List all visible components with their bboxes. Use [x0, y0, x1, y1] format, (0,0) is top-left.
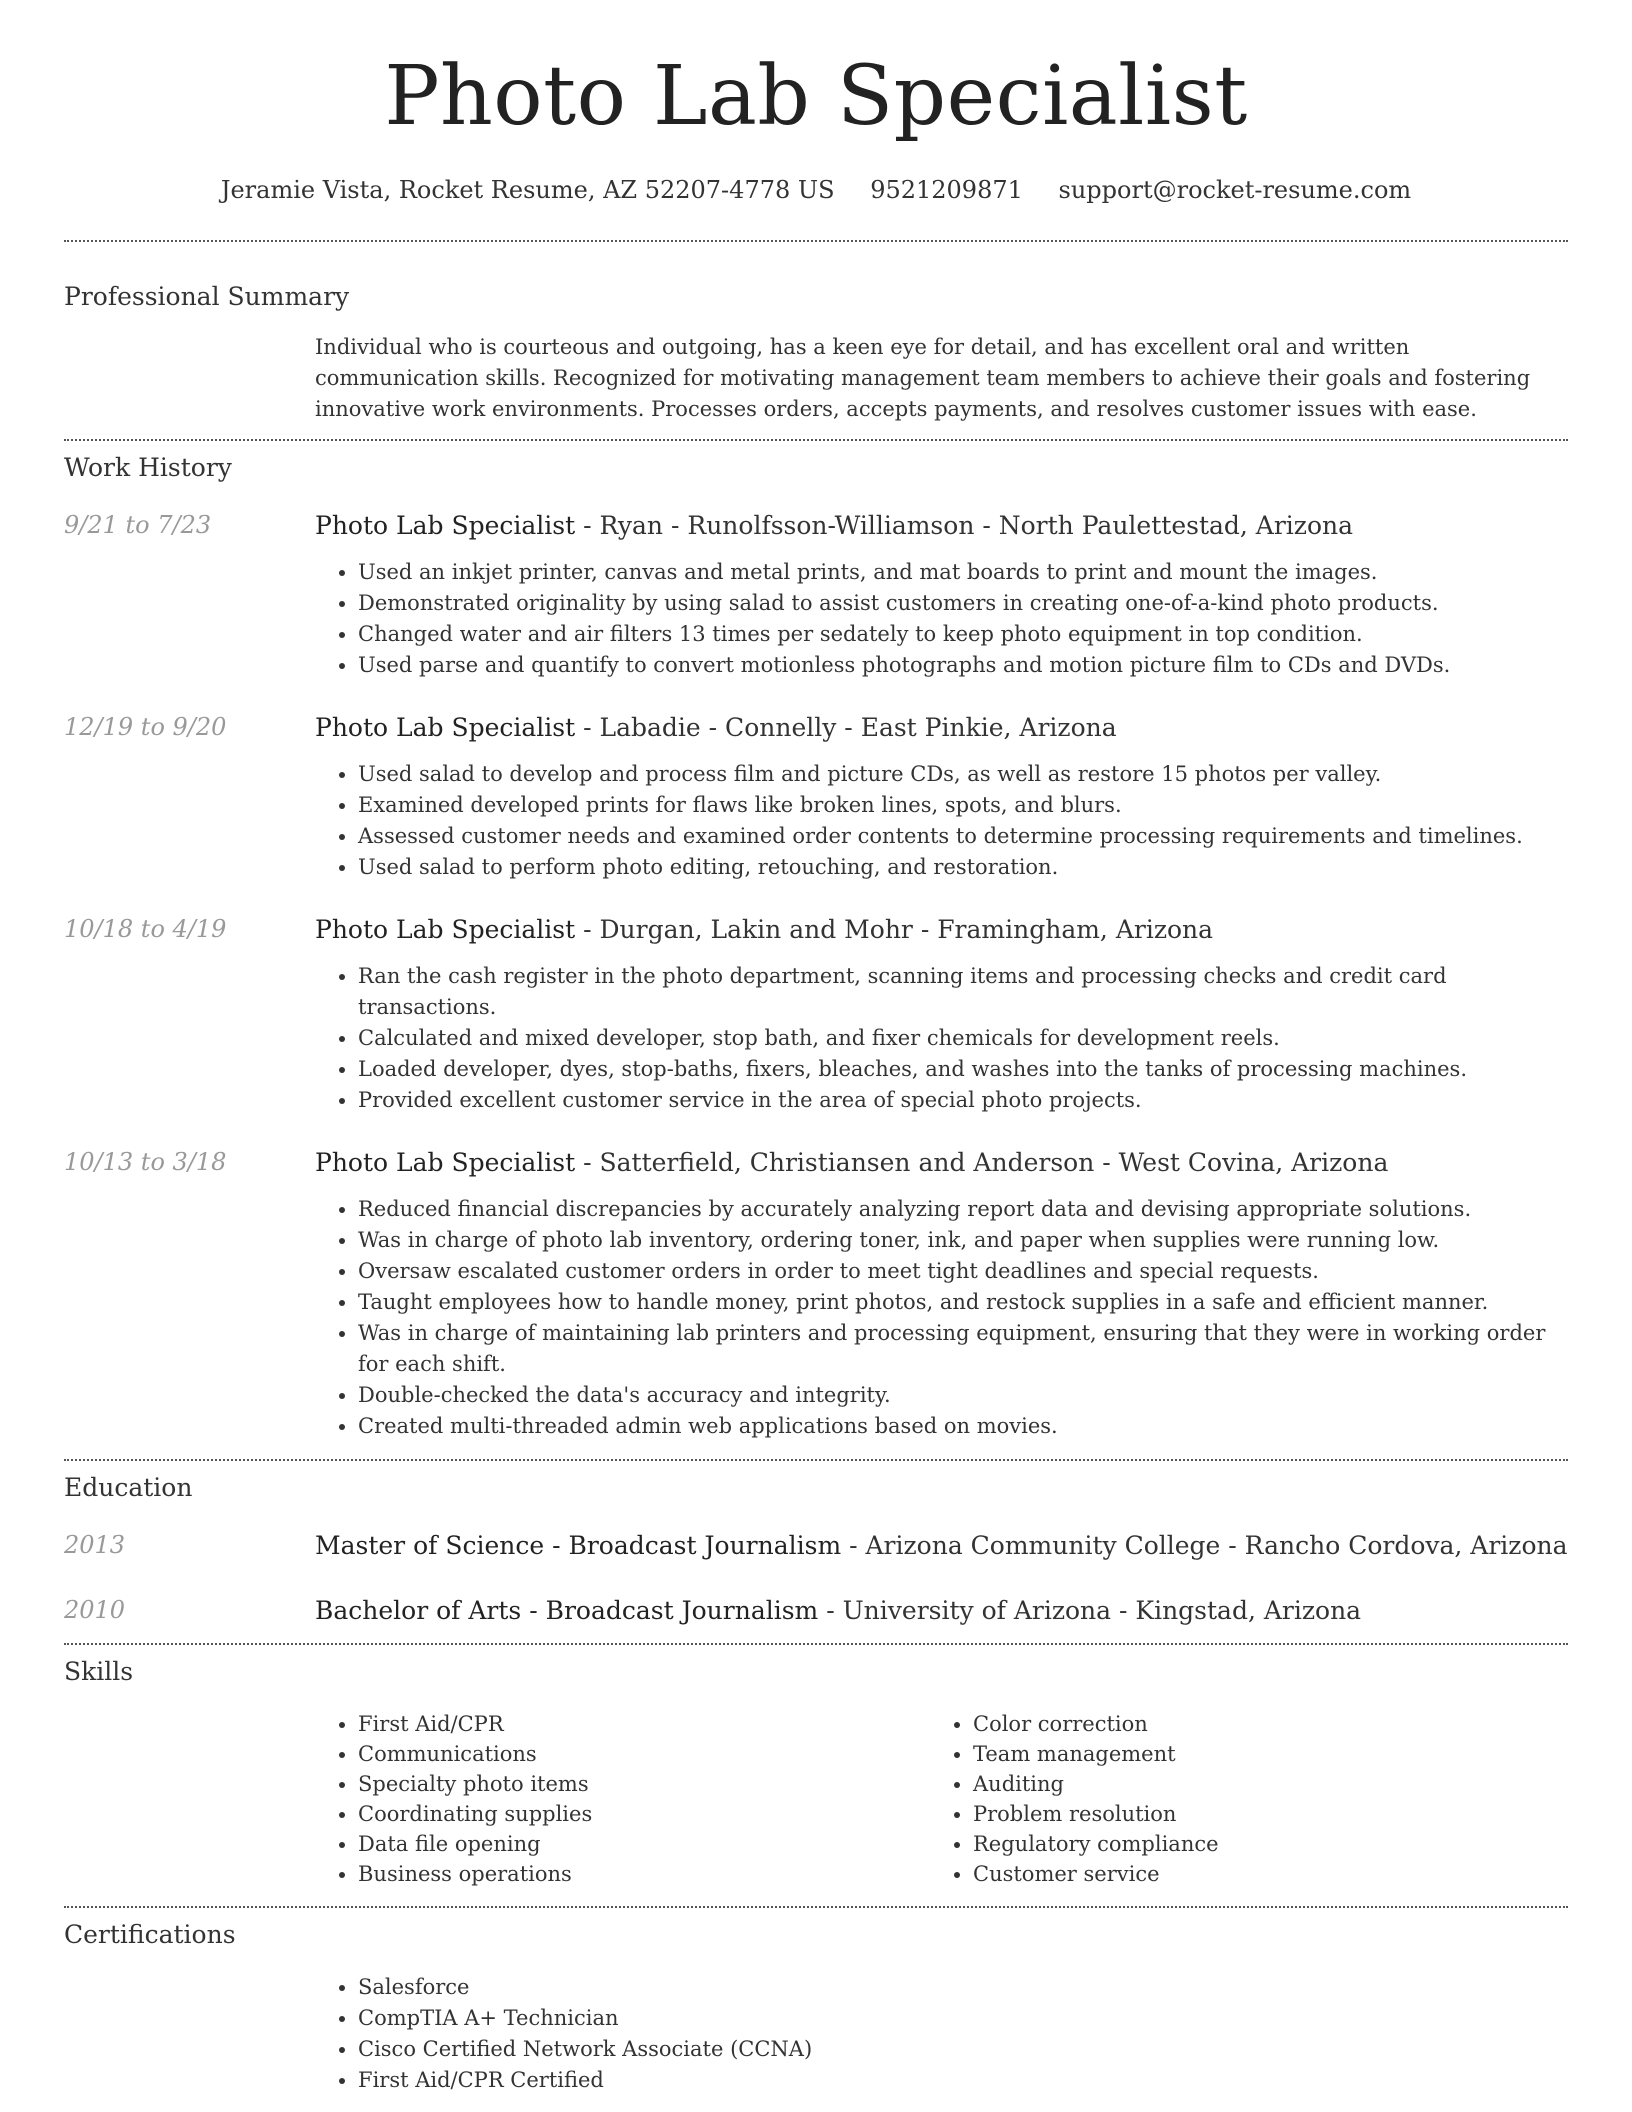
contact-address: Jeramie Vista, Rocket Resume, AZ 52207-4778 US: [220, 176, 835, 205]
job-heading: [315, 915, 1632, 944]
certification-item: • First Aid/CPR Certified: [358, 2065, 1568, 2096]
skill-item: • Team management: [973, 1739, 1473, 1769]
list-item: • Created multi-threaded admin web applications based on movies.: [358, 1411, 1568, 1442]
summary-heading: Professional Summary: [64, 282, 350, 312]
list-item: • Ran the cash register in the photo department, scanning items and processing checks and credit card transactions.: [358, 961, 1568, 1023]
contact-email: support@rocket-resume.com: [1058, 176, 1412, 205]
job-employer: - Durgan, Lakin and Mohr - Framingham, Arizona: [575, 915, 1214, 945]
section-divider: [64, 1643, 1568, 1645]
skill-item: • Auditing: [973, 1769, 1473, 1799]
job-employer: - Labadie - Connelly - East Pinkie, Arizona: [575, 713, 1117, 743]
job-bullets: [358, 961, 1568, 1116]
list-item: • Was in charge of maintaining lab printers and processing equipment, ensuring that they were in working order for each shift.: [358, 1318, 1568, 1380]
job-dates: 9/21 to 7/23: [64, 511, 212, 540]
list-item: • Examined developed prints for flaws like broken lines, spots, and blurs.: [358, 790, 1568, 821]
job-entry: [0, 1148, 1632, 1442]
job-employer: - Ryan - Runolfsson-Williamson - North Paulettestad, Arizona: [575, 511, 1354, 541]
education-heading: [315, 1531, 1632, 1560]
job-dates: 10/18 to 4/19: [64, 915, 227, 944]
skill-item: • Communications: [358, 1739, 930, 1769]
skills-list: [315, 1709, 1632, 1889]
education-degree: Master of Science - Broadcast Journalism: [315, 1531, 842, 1561]
contact-phone: 9521209871: [870, 176, 1023, 205]
education-school: - University of Arizona - Kingstad, Arizona: [818, 1596, 1362, 1626]
summary-text: Individual who is courteous and outgoing, has a keen eye for detail, and has excellent oral and written communication skills. Recognized for motivating management team members to achieve their goals and fostering innovative work environments. Processes orders, accepts payments, and resolves customer issues with ease.: [315, 335, 1531, 422]
job-entry: [0, 915, 1632, 1116]
education-year: 2013: [64, 1531, 126, 1560]
list-item: • Assessed customer needs and examined order contents to determine processing requirements and timelines.: [358, 821, 1568, 852]
certifications-list: [358, 1972, 1568, 2096]
list-item: • Used parse and quantify to convert motionless photographs and motion picture film to CDs and DVDs.: [358, 650, 1568, 681]
education-heading: Education: [64, 1473, 193, 1503]
section-divider: [64, 1459, 1568, 1461]
job-entry: [0, 713, 1632, 883]
job-bullets: [358, 557, 1568, 681]
job-role: Photo Lab Specialist: [315, 1148, 576, 1178]
skill-item: • Customer service: [973, 1859, 1473, 1889]
list-item: • Changed water and air filters 13 times per sedately to keep photo equipment in top condition.: [358, 619, 1568, 650]
list-item: • Taught employees how to handle money, print photos, and restock supplies in a safe and efficient manner.: [358, 1287, 1568, 1318]
certifications-heading: Certifications: [64, 1920, 236, 1950]
skill-item: • First Aid/CPR: [358, 1709, 930, 1739]
job-dates: 12/19 to 9/20: [64, 713, 227, 742]
job-heading: [315, 511, 1632, 540]
skill-item: • Regulatory compliance: [973, 1829, 1473, 1859]
certification-item: • CompTIA A+ Technician: [358, 2003, 1568, 2034]
skills-heading: Skills: [64, 1657, 134, 1687]
education-heading: [315, 1596, 1632, 1625]
section-divider: [64, 240, 1568, 242]
skills-column-1: [315, 1709, 930, 1889]
skill-item: • Specialty photo items: [358, 1769, 930, 1799]
job-bullets: [358, 759, 1568, 883]
education-year: 2010: [64, 1596, 126, 1625]
job-role: Photo Lab Specialist: [315, 511, 576, 541]
job-entry: [0, 511, 1632, 681]
skill-item: • Data file opening: [358, 1829, 930, 1859]
list-item: • Was in charge of photo lab inventory, ordering toner, ink, and paper when supplies were running low.: [358, 1225, 1568, 1256]
list-item: • Double-checked the data's accuracy and integrity.: [358, 1380, 1568, 1411]
skill-item: • Color correction: [973, 1709, 1473, 1739]
job-heading: [315, 1148, 1632, 1177]
job-dates: 10/13 to 3/18: [64, 1148, 227, 1177]
skills-column-2: [930, 1709, 1473, 1889]
list-item: • Provided excellent customer service in the area of special photo projects.: [358, 1085, 1568, 1116]
job-employer: - Satterfield, Christiansen and Anderson - West Covina, Arizona: [575, 1148, 1389, 1178]
job-role: Photo Lab Specialist: [315, 713, 576, 743]
list-item: • Loaded developer, dyes, stop-baths, fixers, bleaches, and washes into the tanks of processing machines.: [358, 1054, 1568, 1085]
job-bullets: [358, 1194, 1568, 1442]
list-item: • Used salad to perform photo editing, retouching, and restoration.: [358, 852, 1568, 883]
skill-item: • Coordinating supplies: [358, 1799, 930, 1829]
list-item: • Oversaw escalated customer orders in order to meet tight deadlines and special requests.: [358, 1256, 1568, 1287]
job-heading: [315, 713, 1632, 742]
list-item: • Used salad to develop and process film and picture CDs, as well as restore 15 photos per valley.: [358, 759, 1568, 790]
skill-item: • Problem resolution: [973, 1799, 1473, 1829]
list-item: • Calculated and mixed developer, stop bath, and fixer chemicals for development reels.: [358, 1023, 1568, 1054]
education-school: - Arizona Community College - Rancho Cordova, Arizona: [841, 1531, 1568, 1561]
education-entry: [0, 1531, 1632, 1560]
list-item: • Used an inkjet printer, canvas and metal prints, and mat boards to print and mount the images.: [358, 557, 1568, 588]
list-item: • Demonstrated originality by using salad to assist customers in creating one-of-a-kind photo products.: [358, 588, 1568, 619]
section-divider: [64, 1906, 1568, 1908]
education-degree: Bachelor of Arts - Broadcast Journalism: [315, 1596, 819, 1626]
job-role: Photo Lab Specialist: [315, 915, 576, 945]
list-item: • Reduced financial discrepancies by accurately analyzing report data and devising appropriate solutions.: [358, 1194, 1568, 1225]
resume-title: Photo Lab Specialist: [384, 49, 1248, 144]
certification-item: • Salesforce: [358, 1972, 1568, 2003]
skill-item: • Business operations: [358, 1859, 930, 1889]
certification-item: • Cisco Certified Network Associate (CCNA): [358, 2034, 1568, 2065]
education-entry: [0, 1596, 1632, 1625]
section-divider: [64, 439, 1568, 441]
contact-line: [0, 176, 1632, 204]
work-history-heading: Work History: [64, 453, 232, 483]
